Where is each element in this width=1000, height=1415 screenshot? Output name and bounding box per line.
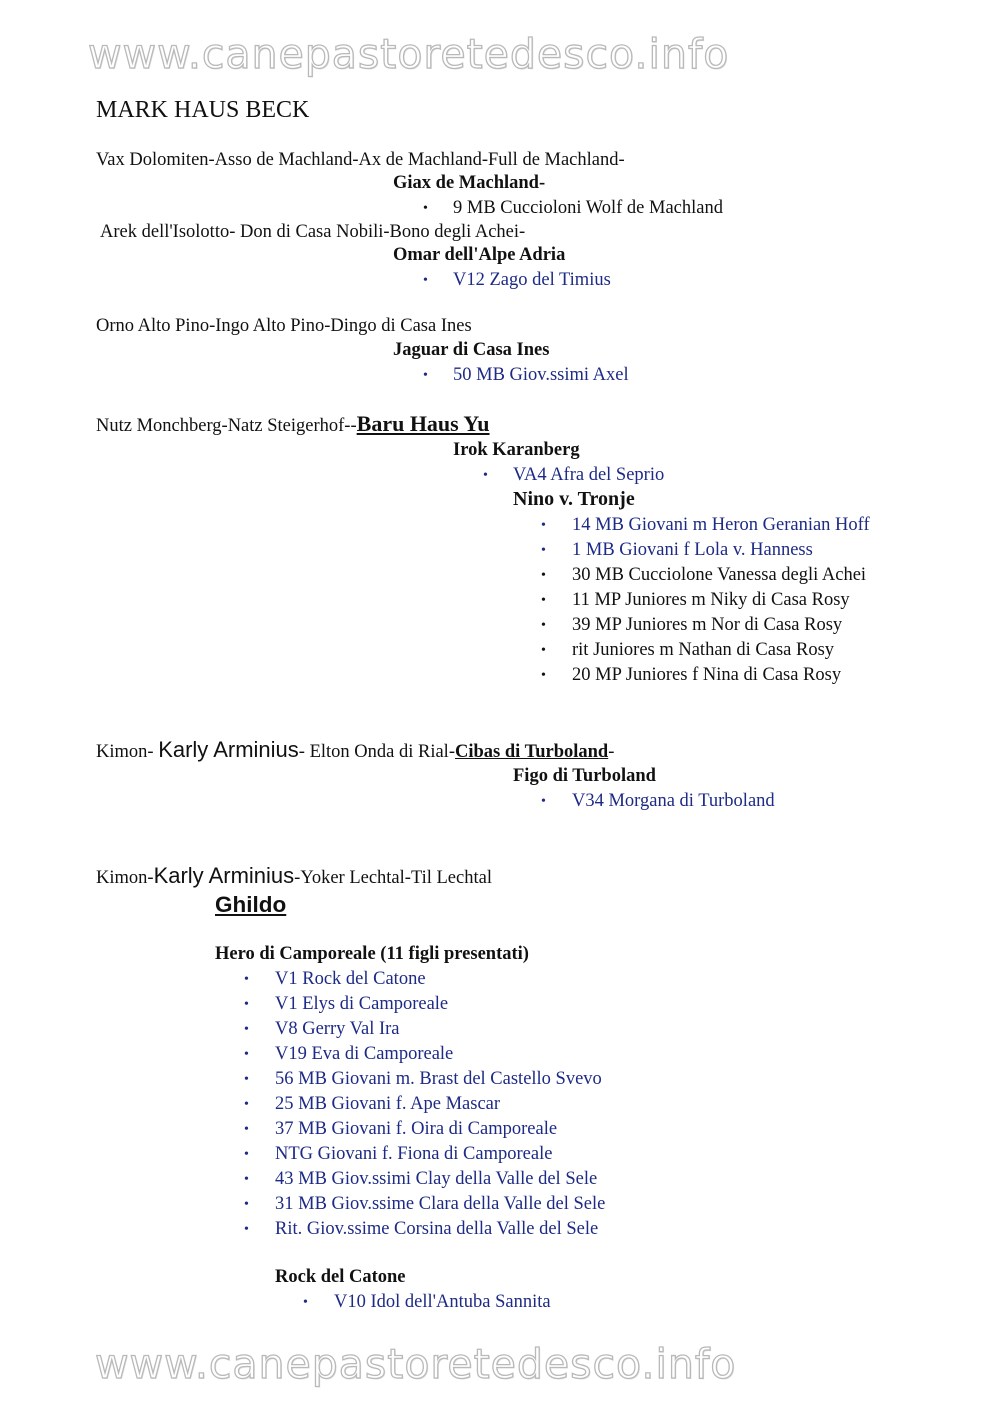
sire-name-4b: Nino v. Tronje bbox=[513, 488, 635, 510]
sire-name-6: Hero di Camporeale (11 figli presentati) bbox=[215, 944, 529, 964]
sire-name-6b: Rock del Catone bbox=[275, 1267, 406, 1287]
list-item: 39 MP Juniores m Nor di Casa Rosy bbox=[572, 615, 843, 635]
bullet: • bbox=[244, 997, 249, 1012]
sire-name-1: Giax de Machland- bbox=[393, 173, 546, 193]
pedigree-text: Kimon- bbox=[96, 868, 154, 888]
pedigree-text: Nutz Monchberg-Natz Steigerhof-- bbox=[96, 416, 357, 436]
pedigree-text: - bbox=[608, 742, 615, 762]
bullet: • bbox=[244, 1047, 249, 1062]
pedigree-line-3: Orno Alto Pino-Ingo Alto Pino-Dingo di Casa Ines bbox=[96, 316, 472, 336]
watermark-top: www.canepastoretedesco.info bbox=[88, 30, 730, 78]
bullet: • bbox=[244, 1172, 249, 1187]
pedigree-line-2: Arek dell'Isolotto- Don di Casa Nobili-Bono degli Achei- bbox=[100, 222, 526, 242]
list-item: 14 MB Giovani m Heron Geranian Hoff bbox=[572, 515, 870, 535]
bullet: • bbox=[244, 1072, 249, 1087]
bullet: • bbox=[423, 201, 428, 216]
bullet: • bbox=[244, 1022, 249, 1037]
list-item: 50 MB Giov.ssimi Axel bbox=[453, 365, 629, 385]
bullet: • bbox=[541, 568, 546, 583]
pedigree-line-4 bbox=[96, 411, 490, 437]
list-item: rit Juniores m Nathan di Casa Rosy bbox=[572, 640, 835, 660]
list-item: Rit. Giov.ssime Corsina della Valle del Sele bbox=[275, 1219, 599, 1239]
pedigree-line-1: Vax Dolomiten-Asso de Machland-Ax de Machland-Full de Machland- bbox=[96, 150, 625, 170]
list-item: V8 Gerry Val Ira bbox=[275, 1019, 400, 1039]
list-item: NTG Giovani f. Fiona di Camporeale bbox=[275, 1144, 553, 1164]
list-item: 56 MB Giovani m. Brast del Castello Svevo bbox=[275, 1069, 602, 1089]
bullet: • bbox=[541, 518, 546, 533]
list-item: 9 MB Cuccioloni Wolf de Machland bbox=[453, 198, 723, 218]
list-item: 37 MB Giovani f. Oira di Camporeale bbox=[275, 1119, 558, 1139]
page-title: MARK HAUS BECK bbox=[96, 97, 310, 123]
bullet: • bbox=[483, 468, 488, 483]
bullet: • bbox=[244, 972, 249, 987]
bullet: • bbox=[303, 1295, 308, 1310]
list-item: 1 MB Giovani f Lola v. Hanness bbox=[572, 540, 813, 560]
pedigree-text: - Elton Onda di Rial- bbox=[298, 742, 455, 762]
dog-name-large: Karly Arminius bbox=[153, 863, 295, 888]
sire-name-4a: Irok Karanberg bbox=[453, 440, 580, 460]
dog-name-ghildo: Ghildo bbox=[215, 892, 287, 917]
pedigree-line-5 bbox=[96, 737, 614, 763]
list-item: V1 Elys di Camporeale bbox=[275, 994, 449, 1014]
pedigree-line-6 bbox=[96, 863, 492, 889]
list-item: 11 MP Juniores m Niky di Casa Rosy bbox=[572, 590, 850, 610]
list-item: 30 MB Cucciolone Vanessa degli Achei bbox=[572, 565, 867, 585]
sire-name-5: Figo di Turboland bbox=[513, 766, 656, 786]
bullet: • bbox=[244, 1097, 249, 1112]
list-item: V19 Eva di Camporeale bbox=[275, 1044, 454, 1064]
list-item: V34 Morgana di Turboland bbox=[572, 791, 775, 811]
list-item: V10 Idol dell'Antuba Sannita bbox=[334, 1292, 551, 1312]
watermark-bottom: www.canepastoretedesco.info bbox=[95, 1340, 737, 1388]
sire-name-2: Omar dell'Alpe Adria bbox=[393, 245, 566, 265]
bullet: • bbox=[541, 668, 546, 683]
bullet: • bbox=[423, 368, 428, 383]
list-item: VA4 Afra del Seprio bbox=[513, 465, 665, 485]
list-item: V1 Rock del Catone bbox=[275, 969, 426, 989]
bullet: • bbox=[541, 543, 546, 558]
list-item: 25 MB Giovani f. Ape Mascar bbox=[275, 1094, 501, 1114]
bullet: • bbox=[541, 794, 546, 809]
pedigree-text: -Yoker Lechtal-Til Lechtal bbox=[294, 868, 492, 888]
bullet: • bbox=[541, 618, 546, 633]
bullet: • bbox=[423, 273, 428, 288]
sire-name-3: Jaguar di Casa Ines bbox=[393, 340, 550, 360]
bullet: • bbox=[541, 643, 546, 658]
list-item: 20 MP Juniores f Nina di Casa Rosy bbox=[572, 665, 842, 685]
bullet: • bbox=[244, 1147, 249, 1162]
dog-name-highlight: Baru Haus Yu bbox=[356, 411, 490, 436]
bullet: • bbox=[244, 1122, 249, 1137]
bullet: • bbox=[541, 593, 546, 608]
bullet: • bbox=[244, 1222, 249, 1237]
bullet: • bbox=[244, 1197, 249, 1212]
list-item: V12 Zago del Timius bbox=[453, 270, 611, 290]
list-item: 43 MB Giov.ssimi Clay della Valle del Sele bbox=[275, 1169, 598, 1189]
dog-name-large: Karly Arminius bbox=[158, 737, 299, 762]
list-item: 31 MB Giov.ssime Clara della Valle del Sele bbox=[275, 1194, 606, 1214]
pedigree-text: Kimon- bbox=[96, 742, 159, 762]
dog-name-highlight: Cibas di Turboland bbox=[454, 742, 609, 762]
